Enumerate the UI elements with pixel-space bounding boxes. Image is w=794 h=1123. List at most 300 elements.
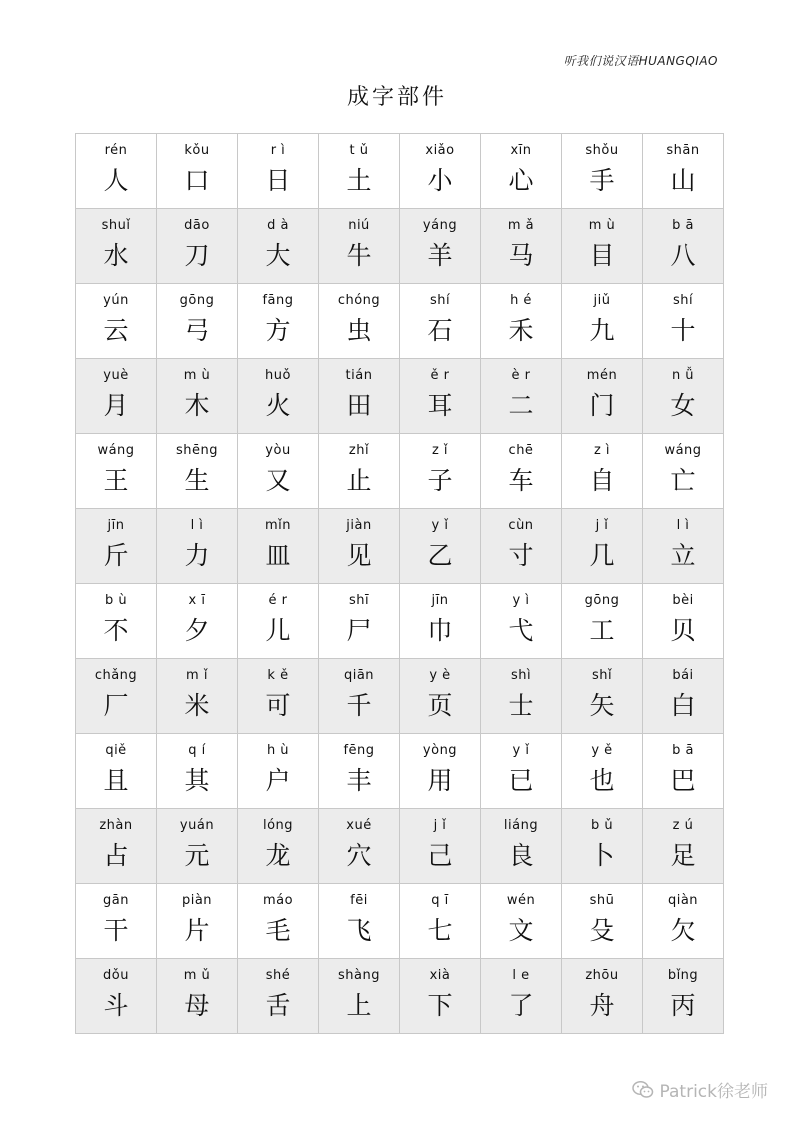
- hanzi-character: 二: [508, 391, 534, 420]
- hanzi-character: 禾: [508, 316, 534, 345]
- character-cell: [76, 959, 157, 1034]
- pinyin-label: é r: [268, 593, 288, 608]
- character-cell: [157, 434, 238, 509]
- pinyin-label: bǐng: [667, 968, 699, 983]
- hanzi-character: 八: [670, 241, 696, 270]
- table-row: [76, 959, 724, 1034]
- hanzi-character: 子: [427, 466, 453, 495]
- character-cell: [400, 959, 481, 1034]
- hanzi-character: 户: [265, 766, 291, 795]
- pinyin-label: b ǔ: [590, 818, 614, 833]
- hanzi-character: 下: [427, 991, 453, 1020]
- pinyin-label: gān: [103, 893, 129, 908]
- hanzi-character: 几: [589, 541, 615, 570]
- watermark-text: Patrick徐老师: [659, 1082, 768, 1102]
- pinyin-label: l e: [512, 968, 530, 983]
- pinyin-label: y ě: [591, 743, 613, 758]
- character-cell: [400, 509, 481, 584]
- character-cell: [76, 359, 157, 434]
- pinyin-label: shé: [265, 968, 291, 983]
- hanzi-character: 马: [508, 241, 534, 270]
- pinyin-label: qiě: [105, 743, 127, 758]
- character-cell: [400, 659, 481, 734]
- pinyin-label: zhǐ: [348, 443, 370, 458]
- hanzi-character: 月: [103, 391, 129, 420]
- hanzi-character: 弋: [508, 616, 534, 645]
- character-cell: [157, 734, 238, 809]
- pinyin-label: shān: [666, 143, 700, 158]
- hanzi-character: 文: [508, 916, 534, 945]
- pinyin-label: dǒu: [103, 968, 129, 983]
- hanzi-character: 也: [589, 766, 615, 795]
- character-cell: [481, 209, 562, 284]
- hanzi-character: 用: [427, 766, 453, 795]
- hanzi-character: 云: [103, 316, 129, 345]
- character-cell: [562, 509, 643, 584]
- hanzi-character: 片: [184, 916, 210, 945]
- pinyin-label: fāng: [262, 293, 294, 308]
- pinyin-label: shí: [429, 293, 451, 308]
- hanzi-character: 力: [184, 541, 210, 570]
- pinyin-label: shàng: [338, 968, 380, 983]
- pinyin-label: y ǐ: [431, 518, 449, 533]
- character-cell: [643, 134, 724, 209]
- character-cell: [319, 959, 400, 1034]
- hanzi-character: 弓: [184, 316, 210, 345]
- pinyin-label: h ù: [266, 743, 290, 758]
- pinyin-label: fēi: [350, 893, 368, 908]
- character-cell: [157, 809, 238, 884]
- character-cell: [76, 134, 157, 209]
- character-cell: [319, 884, 400, 959]
- pinyin-label: q ī: [431, 893, 449, 908]
- character-cell: [562, 959, 643, 1034]
- character-cell: [643, 209, 724, 284]
- hanzi-character: 土: [346, 166, 372, 195]
- table-row: [76, 584, 724, 659]
- pinyin-label: n ǚ: [671, 368, 695, 383]
- pinyin-label: mǐn: [264, 518, 291, 533]
- hanzi-character: 白: [670, 691, 696, 720]
- pinyin-label: j ǐ: [433, 818, 447, 833]
- hanzi-character: 巴: [670, 766, 696, 795]
- table-row: [76, 734, 724, 809]
- table-row: [76, 434, 724, 509]
- pinyin-label: m ù: [588, 218, 616, 233]
- pinyin-label: yòng: [422, 743, 458, 758]
- character-cell: [481, 359, 562, 434]
- pinyin-label: kǒu: [184, 143, 210, 158]
- hanzi-character: 斤: [103, 541, 129, 570]
- pinyin-label: d à: [267, 218, 289, 233]
- hanzi-character: 干: [103, 916, 129, 945]
- character-cell: [481, 134, 562, 209]
- hanzi-character: 儿: [265, 616, 291, 645]
- character-cell: [400, 584, 481, 659]
- hanzi-character: 山: [670, 166, 696, 195]
- pinyin-label: xīn: [510, 143, 532, 158]
- pinyin-label: gōng: [584, 593, 620, 608]
- hanzi-character: 石: [427, 316, 453, 345]
- pinyin-label: shuǐ: [101, 218, 131, 233]
- hanzi-character: 亡: [670, 466, 696, 495]
- character-cell: [319, 134, 400, 209]
- hanzi-character: 千: [346, 691, 372, 720]
- hanzi-character: 又: [265, 466, 291, 495]
- hanzi-character: 七: [427, 916, 453, 945]
- character-cell: [481, 509, 562, 584]
- character-cell: [157, 884, 238, 959]
- character-cell: [400, 884, 481, 959]
- hanzi-character: 其: [184, 766, 210, 795]
- table-row: [76, 659, 724, 734]
- character-cell: [238, 659, 319, 734]
- pinyin-label: m ǔ: [183, 968, 211, 983]
- pinyin-label: shǒu: [585, 143, 619, 158]
- pinyin-label: chǎng: [94, 668, 138, 683]
- hanzi-character: 手: [589, 166, 615, 195]
- character-cell: [400, 734, 481, 809]
- character-cell: [562, 659, 643, 734]
- pinyin-label: rén: [104, 143, 128, 158]
- character-cell: [562, 359, 643, 434]
- pinyin-label: qiān: [343, 668, 375, 683]
- hanzi-character: 女: [670, 391, 696, 420]
- character-cell: [643, 884, 724, 959]
- pinyin-label: y ǐ: [512, 743, 530, 758]
- hanzi-character: 足: [670, 841, 696, 870]
- character-cell: [400, 359, 481, 434]
- pinyin-label: dāo: [184, 218, 210, 233]
- pinyin-label: yún: [103, 293, 129, 308]
- hanzi-character: 十: [670, 316, 696, 345]
- hanzi-character: 殳: [589, 916, 615, 945]
- pinyin-label: m ǎ: [507, 218, 535, 233]
- hanzi-character: 工: [589, 616, 615, 645]
- character-cell: [319, 809, 400, 884]
- hanzi-character: 斗: [103, 991, 129, 1020]
- character-cell: [76, 809, 157, 884]
- hanzi-character: 良: [508, 841, 534, 870]
- character-cell: [643, 734, 724, 809]
- character-cell: [157, 359, 238, 434]
- pinyin-label: z ì: [593, 443, 611, 458]
- watermark: [632, 1077, 768, 1102]
- table-row: [76, 284, 724, 359]
- character-cell: [562, 284, 643, 359]
- table-row: [76, 809, 724, 884]
- hanzi-character: 且: [103, 766, 129, 795]
- character-cell: [562, 809, 643, 884]
- hanzi-character: 巾: [427, 616, 453, 645]
- pinyin-label: gōng: [179, 293, 215, 308]
- pinyin-label: jiàn: [346, 518, 372, 533]
- hanzi-character: 木: [184, 391, 210, 420]
- character-cell: [238, 434, 319, 509]
- hanzi-character: 耳: [427, 391, 453, 420]
- pinyin-label: b ā: [672, 743, 694, 758]
- character-cell: [481, 959, 562, 1034]
- hanzi-character: 飞: [346, 916, 372, 945]
- pinyin-label: mén: [586, 368, 618, 383]
- hanzi-character: 刀: [184, 241, 210, 270]
- pinyin-label: shí: [672, 293, 694, 308]
- character-cell: [562, 584, 643, 659]
- character-cell: [76, 734, 157, 809]
- character-cell: [562, 209, 643, 284]
- character-table: [75, 133, 724, 1034]
- pinyin-label: chē: [508, 443, 534, 458]
- pinyin-label: cùn: [508, 518, 534, 533]
- hanzi-character: 贝: [670, 616, 696, 645]
- pinyin-label: t ǔ: [349, 143, 369, 158]
- character-cell: [643, 509, 724, 584]
- pinyin-label: shì: [510, 668, 532, 683]
- character-cell: [238, 584, 319, 659]
- hanzi-character: 止: [346, 466, 372, 495]
- pinyin-label: m ù: [183, 368, 211, 383]
- character-cell: [157, 959, 238, 1034]
- wechat-icon: [632, 1080, 654, 1100]
- character-cell: [481, 809, 562, 884]
- header-brand: 听我们说汉语HUANGQIAO: [563, 54, 718, 68]
- pinyin-label: xià: [429, 968, 451, 983]
- character-cell: [319, 434, 400, 509]
- character-cell: [481, 659, 562, 734]
- hanzi-character: 田: [346, 391, 372, 420]
- hanzi-character: 丰: [346, 766, 372, 795]
- character-cell: [643, 809, 724, 884]
- character-cell: [643, 959, 724, 1034]
- character-cell: [76, 884, 157, 959]
- pinyin-label: l ì: [190, 518, 204, 533]
- hanzi-character: 九: [589, 316, 615, 345]
- character-cell: [400, 134, 481, 209]
- hanzi-character: 己: [427, 841, 453, 870]
- character-cell: [643, 584, 724, 659]
- hanzi-character: 卜: [589, 841, 615, 870]
- hanzi-character: 大: [265, 241, 291, 270]
- pinyin-label: jīn: [107, 518, 125, 533]
- hanzi-character: 士: [508, 691, 534, 720]
- pinyin-label: b ù: [104, 593, 128, 608]
- hanzi-character: 心: [508, 166, 534, 195]
- pinyin-label: y è: [429, 668, 451, 683]
- character-cell: [76, 434, 157, 509]
- pinyin-label: lóng: [262, 818, 294, 833]
- pinyin-label: yòu: [265, 443, 291, 458]
- character-cell: [157, 659, 238, 734]
- hanzi-character: 矢: [589, 691, 615, 720]
- pinyin-label: bái: [672, 668, 694, 683]
- character-cell: [238, 884, 319, 959]
- hanzi-character: 立: [670, 541, 696, 570]
- pinyin-label: xiǎo: [425, 143, 455, 158]
- pinyin-label: xué: [346, 818, 372, 833]
- hanzi-character: 生: [184, 466, 210, 495]
- character-cell: [238, 359, 319, 434]
- character-cell: [157, 509, 238, 584]
- character-cell: [157, 584, 238, 659]
- hanzi-character: 日: [265, 166, 291, 195]
- hanzi-character: 占: [103, 841, 129, 870]
- pinyin-label: z ǐ: [431, 443, 449, 458]
- pinyin-label: shēng: [175, 443, 218, 458]
- hanzi-character: 门: [589, 391, 615, 420]
- character-cell: [643, 284, 724, 359]
- hanzi-character: 寸: [508, 541, 534, 570]
- table-row: [76, 884, 724, 959]
- pinyin-label: wén: [506, 893, 536, 908]
- character-cell: [481, 734, 562, 809]
- hanzi-character: 可: [265, 691, 291, 720]
- hanzi-character: 欠: [670, 916, 696, 945]
- character-cell: [562, 134, 643, 209]
- hanzi-character: 尸: [346, 616, 372, 645]
- pinyin-label: k ě: [267, 668, 289, 683]
- character-cell: [400, 284, 481, 359]
- hanzi-character: 了: [508, 991, 534, 1020]
- character-cell: [238, 134, 319, 209]
- pinyin-label: h é: [510, 293, 532, 308]
- character-cell: [157, 284, 238, 359]
- hanzi-character: 目: [589, 241, 615, 270]
- pinyin-label: piàn: [181, 893, 213, 908]
- hanzi-character: 厂: [103, 691, 129, 720]
- pinyin-label: yuè: [103, 368, 129, 383]
- page-title: 成字部件: [346, 85, 447, 110]
- pinyin-label: fēng: [343, 743, 375, 758]
- hanzi-character: 已: [508, 766, 534, 795]
- hanzi-character: 舟: [589, 991, 615, 1020]
- character-cell: [643, 659, 724, 734]
- hanzi-character: 口: [184, 166, 210, 195]
- hanzi-character: 水: [103, 241, 129, 270]
- pinyin-label: j ǐ: [595, 518, 609, 533]
- hanzi-character: 上: [346, 991, 372, 1020]
- pinyin-label: shū: [589, 893, 615, 908]
- hanzi-character: 小: [427, 166, 453, 195]
- character-cell: [238, 284, 319, 359]
- pinyin-label: z ú: [672, 818, 694, 833]
- pinyin-label: b ā: [672, 218, 694, 233]
- pinyin-label: yáng: [422, 218, 458, 233]
- character-cell: [76, 209, 157, 284]
- hanzi-character: 不: [103, 616, 129, 645]
- character-cell: [319, 359, 400, 434]
- character-cell: [319, 284, 400, 359]
- hanzi-character: 米: [184, 691, 210, 720]
- character-cell: [643, 359, 724, 434]
- pinyin-label: huǒ: [265, 368, 291, 383]
- hanzi-character: 人: [103, 166, 129, 195]
- character-cell: [400, 434, 481, 509]
- character-cell: [319, 209, 400, 284]
- character-cell: [400, 809, 481, 884]
- character-cell: [76, 584, 157, 659]
- character-cell: [481, 284, 562, 359]
- hanzi-character: 母: [184, 991, 210, 1020]
- table-row: [76, 359, 724, 434]
- character-cell: [319, 584, 400, 659]
- pinyin-label: wáng: [97, 443, 135, 458]
- pinyin-label: yuán: [179, 818, 215, 833]
- character-cell: [76, 659, 157, 734]
- hanzi-character: 方: [265, 316, 291, 345]
- pinyin-label: shī: [348, 593, 370, 608]
- character-cell: [157, 209, 238, 284]
- pinyin-label: shǐ: [591, 668, 613, 683]
- character-cell: [238, 209, 319, 284]
- pinyin-label: ě r: [430, 368, 450, 383]
- character-cell: [481, 584, 562, 659]
- pinyin-label: bèi: [672, 593, 694, 608]
- pinyin-label: zhàn: [99, 818, 133, 833]
- pinyin-label: liáng: [503, 818, 539, 833]
- pinyin-label: zhōu: [585, 968, 619, 983]
- hanzi-character: 夕: [184, 616, 210, 645]
- character-cell: [481, 884, 562, 959]
- pinyin-label: jīn: [431, 593, 449, 608]
- character-cell: [76, 284, 157, 359]
- pinyin-label: m ǐ: [186, 668, 208, 683]
- character-cell: [76, 509, 157, 584]
- character-cell: [481, 434, 562, 509]
- pinyin-label: chóng: [337, 293, 381, 308]
- hanzi-character: 皿: [265, 541, 291, 570]
- pinyin-label: l ì: [676, 518, 690, 533]
- table-row: [76, 209, 724, 284]
- hanzi-character: 丙: [670, 991, 696, 1020]
- character-cell: [238, 959, 319, 1034]
- hanzi-character: 舌: [265, 991, 291, 1020]
- character-cell: [562, 884, 643, 959]
- hanzi-character: 羊: [427, 241, 453, 270]
- hanzi-character: 牛: [346, 241, 372, 270]
- hanzi-character: 元: [184, 841, 210, 870]
- character-cell: [238, 809, 319, 884]
- pinyin-label: máo: [262, 893, 294, 908]
- hanzi-character: 见: [346, 541, 372, 570]
- hanzi-character: 车: [508, 466, 534, 495]
- character-cell: [562, 734, 643, 809]
- pinyin-label: niú: [348, 218, 370, 233]
- character-cell: [400, 209, 481, 284]
- pinyin-label: wáng: [664, 443, 702, 458]
- table-row: [76, 134, 724, 209]
- character-cell: [238, 734, 319, 809]
- hanzi-character: 乙: [427, 541, 453, 570]
- hanzi-character: 自: [589, 466, 615, 495]
- hanzi-character: 穴: [346, 841, 372, 870]
- character-cell: [643, 434, 724, 509]
- hanzi-character: 龙: [265, 841, 291, 870]
- pinyin-label: è r: [511, 368, 531, 383]
- character-cell: [319, 659, 400, 734]
- character-cell: [157, 134, 238, 209]
- pinyin-label: qiàn: [667, 893, 699, 908]
- character-cell: [562, 434, 643, 509]
- character-cell: [319, 734, 400, 809]
- character-cell: [238, 509, 319, 584]
- pinyin-label: jiǔ: [593, 293, 611, 308]
- table-row: [76, 509, 724, 584]
- hanzi-character: 页: [427, 691, 453, 720]
- hanzi-character: 虫: [346, 316, 372, 345]
- hanzi-character: 王: [103, 466, 129, 495]
- pinyin-label: q í: [188, 743, 206, 758]
- character-cell: [319, 509, 400, 584]
